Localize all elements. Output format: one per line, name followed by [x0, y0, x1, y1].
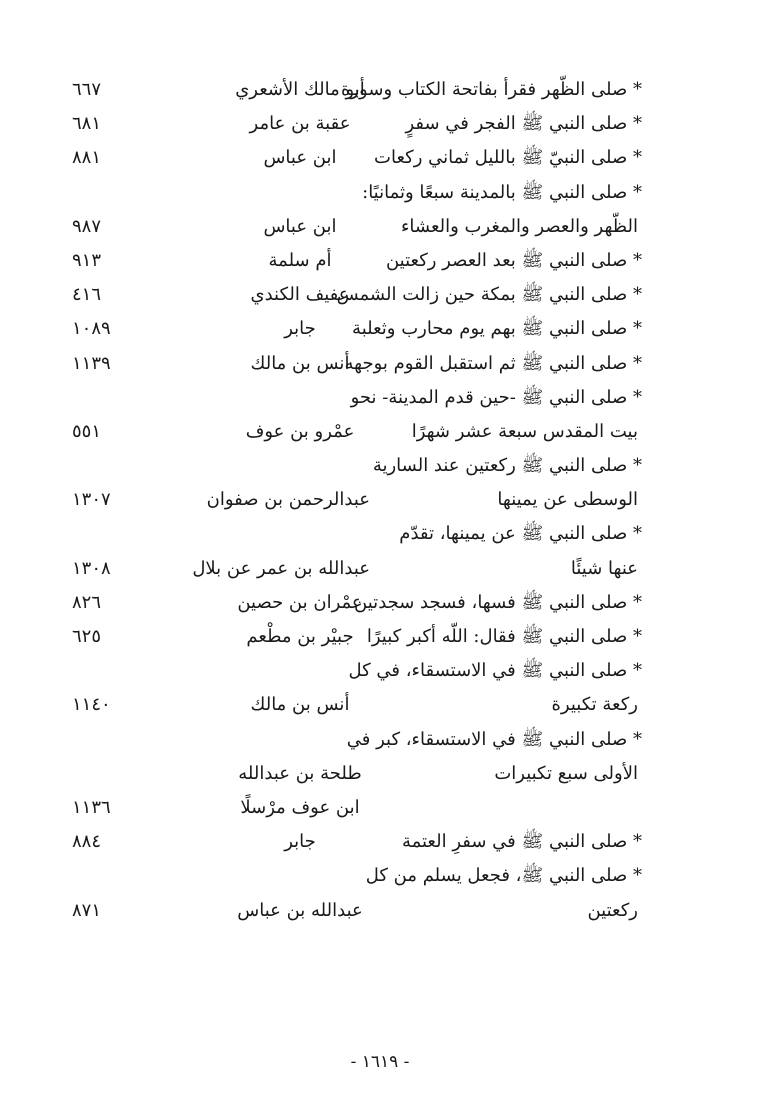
index-entry-row	[0, 791, 760, 825]
hadith-text: ركعة تكبيرة	[551, 694, 638, 716]
narrator-name: جابر	[284, 831, 316, 853]
index-entry-row	[0, 176, 760, 210]
narrator-name: عبدالرحمن بن صفوان	[206, 489, 370, 511]
hadith-text: ركعتين	[587, 899, 638, 921]
index-entry-row	[0, 894, 760, 928]
hadith-number: ٨٨١	[72, 147, 102, 169]
index-entry-row	[0, 620, 760, 654]
hadith-number: ٦٢٥	[72, 626, 102, 647]
hadith-number: ٥٥١	[72, 420, 102, 442]
hadith-number: ٦٨١	[72, 113, 102, 135]
hadith-text: * صلى النبيّ ﷺ بالليل ثماني ركعات	[374, 147, 642, 169]
index-entry-row	[0, 210, 760, 244]
hadith-text: * صلى النبي ﷺ في الاستسقاء، في كل	[348, 660, 642, 682]
hadith-text: * صلى النبي ﷺ بعد العصر ركعتين	[385, 249, 642, 271]
narrator-name: أبو مالك الأشعري	[235, 79, 365, 100]
narrator-name: عمْران بن حصين	[237, 591, 363, 613]
index-entry-row	[0, 312, 760, 346]
hadith-text: * صلى النبي ﷺ في الاستسقاء، كبر في	[346, 728, 642, 750]
hadith-text: * صلى النبي ﷺ فسها، فسجد سجدتين	[354, 591, 642, 613]
narrator-name: جابر	[284, 318, 316, 340]
index-entry-row	[0, 688, 760, 722]
index-entry-row	[0, 107, 760, 141]
index-entry-row	[0, 859, 760, 893]
narrator-name: عفيف الكندي	[250, 284, 350, 306]
hadith-text: عنها شيئًا	[570, 557, 638, 579]
hadith-number: ٦٦٧	[72, 79, 102, 100]
narrator-name: أم سلمة	[268, 249, 332, 271]
hadith-number: ١١٤٠	[72, 694, 111, 716]
page-number: - ١٦١٩ -	[350, 1052, 410, 1072]
hadith-text: بيت المقدس سبعة عشر شهرًا	[411, 420, 638, 442]
index-entry-row	[0, 757, 760, 791]
hadith-number: ٨٨٤	[72, 831, 102, 853]
hadith-text: * صلى النبي ﷺ بالمدينة سبعًا وثمانيًا:	[362, 181, 642, 203]
index-entry-row	[0, 244, 760, 278]
index-entry-row	[0, 347, 760, 381]
narrator-name: عبدالله بن عباس	[237, 899, 363, 921]
narrator-name: عبدالله بن عمر عن بلال	[192, 557, 370, 579]
hadith-number: ٨٢٦	[72, 591, 102, 613]
index-entry-row	[0, 415, 760, 449]
hadith-text: الظّهر والعصر والمغرب والعشاء	[400, 215, 638, 237]
hadith-number: ١٣٠٧	[72, 489, 111, 511]
index-entry-row	[0, 278, 760, 312]
narrator-name: ابن عباس	[263, 215, 337, 237]
hadith-number: ٩٨٧	[72, 215, 102, 237]
hadith-number: ١٣٠٨	[72, 557, 111, 579]
hadith-text: * صلى النبي ﷺ الفجر في سفرٍ	[405, 113, 642, 135]
narrator-name: عقبة بن عامر	[249, 113, 351, 135]
hadith-number: ٨٧١	[72, 899, 102, 921]
hadith-text: * صلى النبي ﷺ فقال: اللّه أكبر كبيرًا	[366, 626, 642, 647]
index-entry-row	[0, 654, 760, 688]
narrator-name: أنس بن مالك	[250, 352, 350, 374]
hadith-text: * صلى النبي ﷺ ثم استقبل القوم بوجهه	[344, 352, 642, 374]
hadith-number: ١١٣٦	[72, 796, 111, 818]
hadith-text: الأولى سبع تكبيرات	[494, 762, 638, 784]
hadith-text: * صلى النبي ﷺ بهم يوم محارب وثعلبة	[352, 318, 642, 340]
hadith-text: * صلى النبي ﷺ بمكة حين زالت الشمس	[336, 284, 642, 306]
index-entry-row	[0, 517, 760, 551]
narrator-name: جبيْر بن مطْعم	[246, 626, 354, 647]
hadith-number: ٩١٣	[72, 249, 102, 271]
hadith-text: * صلى النبي ﷺ في سفرِ العتمة	[401, 831, 642, 853]
narrator-name: أنس بن مالك	[250, 694, 350, 716]
index-entry-row	[0, 73, 760, 107]
hadith-text: الوسطى عن يمينها	[497, 489, 638, 511]
index-entry-row	[0, 552, 760, 586]
narrator-name: ابن عباس	[263, 147, 337, 169]
hadith-text: * صلى الظّهر فقرأ بفاتحة الكتاب وسورة	[340, 79, 642, 100]
index-entry-row	[0, 449, 760, 483]
hadith-text: * صلى النبي ﷺ -حين قدم المدينة- نحو	[350, 386, 642, 408]
hadith-text: * صلى النبي ﷺ عن يمينها، تقدّم	[399, 523, 642, 545]
narrator-name: طلحة بن عبدالله	[238, 762, 362, 784]
index-entry-row	[0, 825, 760, 859]
index-entry-row	[0, 381, 760, 415]
index-entry-row	[0, 141, 760, 175]
narrator-name: ابن عوف مرْسلًا	[240, 796, 360, 818]
hadith-number: ١١٣٩	[72, 352, 111, 374]
hadith-number: ١٠٨٩	[72, 318, 111, 340]
hadith-text: * صلى النبي ﷺ ركعتين عند السارية	[372, 455, 642, 477]
index-entry-row	[0, 586, 760, 620]
index-entry-row	[0, 483, 760, 517]
hadith-index-list	[0, 73, 760, 928]
index-entry-row	[0, 723, 760, 757]
hadith-text: * صلى النبي ﷺ، فجعل يسلم من كل	[365, 865, 642, 887]
hadith-number: ٤١٦	[72, 284, 102, 306]
narrator-name: عمْرو بن عوف	[245, 420, 355, 442]
